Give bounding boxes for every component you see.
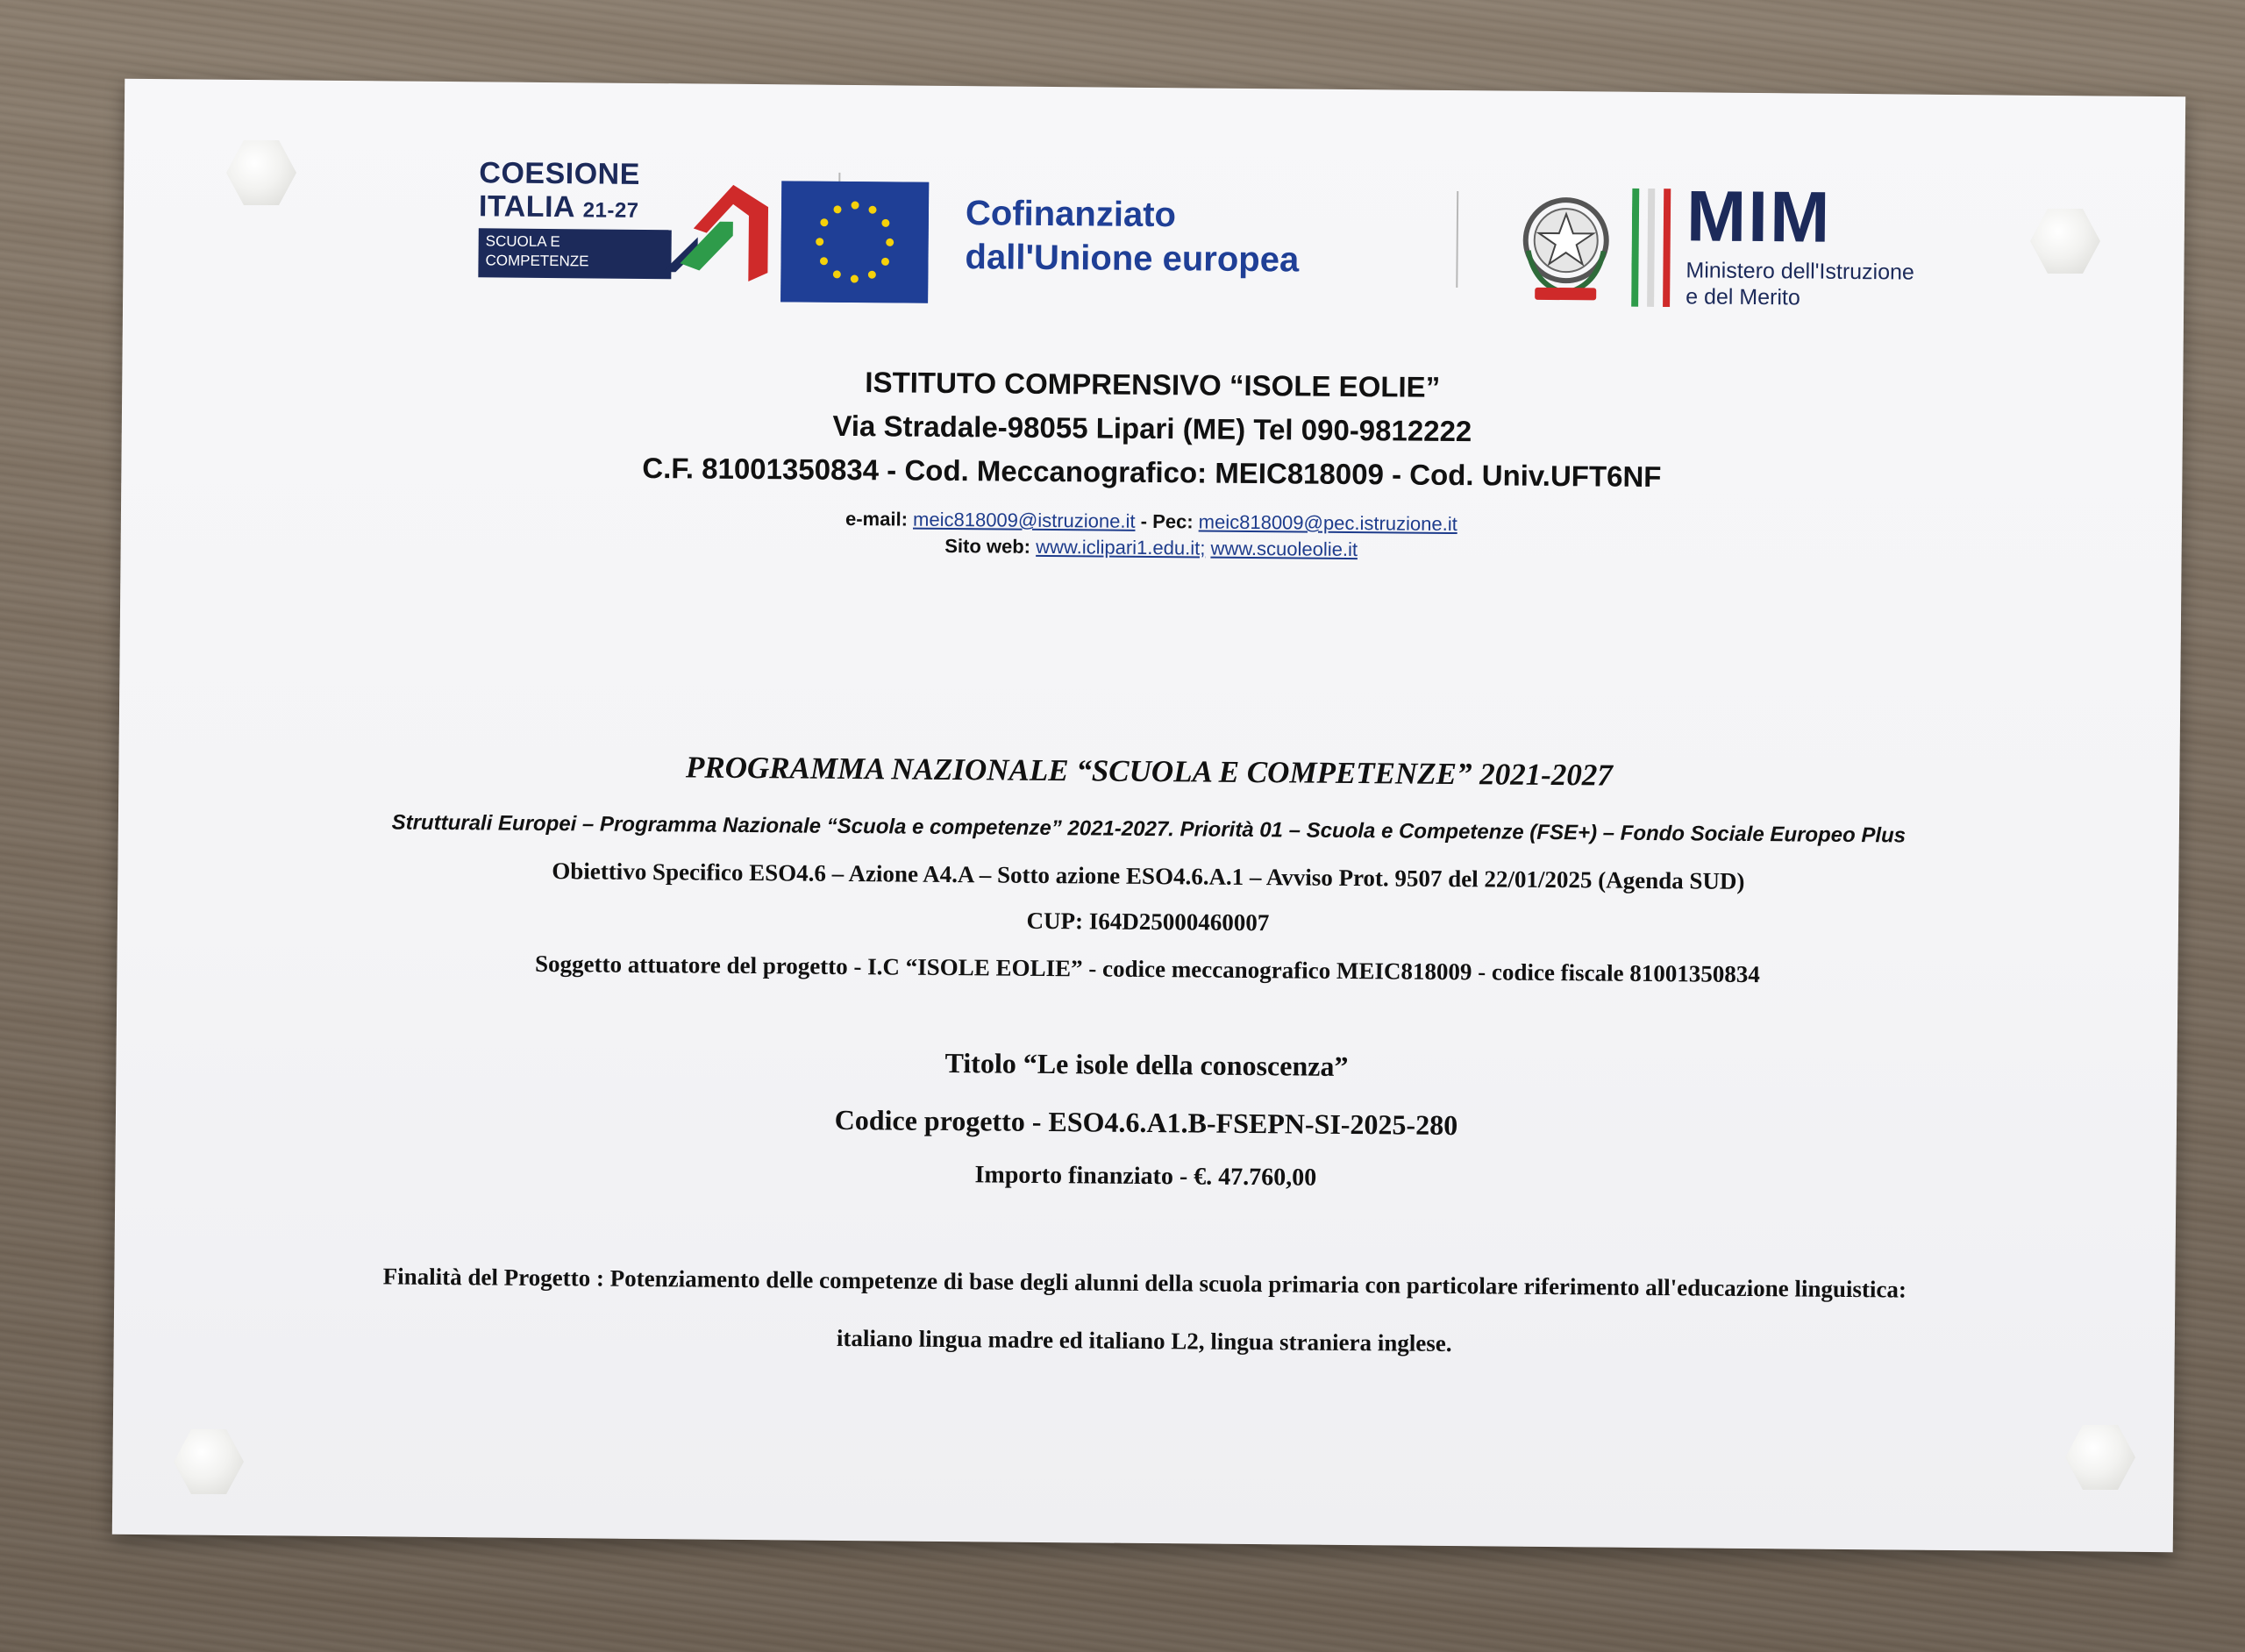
eu-line1: Cofinanziato — [965, 194, 1177, 235]
coesione-italia-logo — [478, 156, 786, 281]
program-subject: Soggetto attuatore del progetto - I.C “ISOLE EOLIE” - codice meccanografico MEIC818009 - codice fiscale 81001350834 — [534, 950, 1760, 988]
email-link[interactable]: meic818009@istruzione.it — [913, 508, 1136, 532]
coesione-title-line2: ITALIA — [478, 189, 574, 224]
coesione-box-line2: COMPETENZE — [485, 252, 589, 270]
mim-line1: Ministero dell'Istruzione — [1686, 258, 1914, 285]
mim-logo-title: MIM — [1686, 176, 1832, 258]
project-code: Codice progetto - ESO4.6.A1.B-FSEPN-SI-2025-280 — [834, 1103, 1458, 1142]
coesione-subtitle-box — [478, 228, 671, 279]
logo-divider-2 — [1456, 191, 1458, 288]
eu-flag-icon — [780, 181, 929, 303]
program-funds: Strutturali Europei – Programma Nazionale “Scuola e competenze” 2021-2027. Priorità 01 – Scuola e Competenze (FSE+) – Fondo Sociale Europeo Plus — [391, 810, 1906, 848]
web-link-2[interactable]: www.scuoleolie.it — [1210, 537, 1358, 561]
project-title: Titolo “Le isole della conoscenza” — [944, 1046, 1349, 1082]
school-address: Via Stradale-98055 Lipari (ME) Tel 090-9812222 — [832, 409, 1472, 448]
mim-line2: e del Merito — [1686, 284, 1800, 310]
school-name: ISTITUTO COMPRENSIVO “ISOLE EOLIE” — [865, 366, 1441, 403]
program-objective: Obiettivo Specifico ESO4.6 – Azione A4.A – Sotto azione ESO4.6.A.1 – Avviso Prot. 9507 del 22/01/2025 (Agenda SUD) — [552, 858, 1745, 894]
notice-sheet — [112, 79, 2185, 1552]
program-cup: CUP: I64D25000460007 — [1026, 907, 1270, 936]
italian-republic-emblem-icon — [1517, 189, 1614, 309]
web-link-1[interactable]: www.iclipari1.edu.it; — [1036, 535, 1206, 559]
pec-link[interactable]: meic818009@pec.istruzione.it — [1198, 510, 1457, 536]
project-purpose-line1: Finalità del Progetto : Potenziamento delle competenze di base degli alunni della scuola primaria con particolare riferimento all'educazione linguistica: — [382, 1263, 1907, 1303]
pec-label: - Pec: — [1140, 509, 1194, 533]
web-label: Sito web: — [944, 534, 1031, 558]
project-amount: Importo finanziato - €. 47.760,00 — [974, 1161, 1317, 1192]
italian-flag-bars-icon — [1631, 189, 1676, 307]
email-label: e-mail: — [845, 507, 909, 530]
coesione-title-line1: COESIONE — [479, 156, 641, 191]
eu-cofinanced-text — [965, 191, 1300, 281]
school-codes: C.F. 81001350834 - Cod. Meccanografico: MEIC818009 - Cod. Univ.UFT6NF — [642, 451, 1662, 494]
project-purpose-line2: italiano lingua madre ed italiano L2, lingua straniera inglese. — [836, 1324, 1452, 1357]
coesione-arrow-icon — [645, 167, 777, 290]
coesione-box-line1: SCUOLA E — [485, 232, 560, 251]
eu-line2: dall'Unione europea — [965, 238, 1300, 280]
program-title: PROGRAMMA NAZIONALE “SCUOLA E COMPETENZE” 2021-2027 — [685, 750, 1614, 793]
mim-ministry-name — [1686, 257, 1914, 311]
coesione-years: 21-27 — [582, 198, 639, 223]
